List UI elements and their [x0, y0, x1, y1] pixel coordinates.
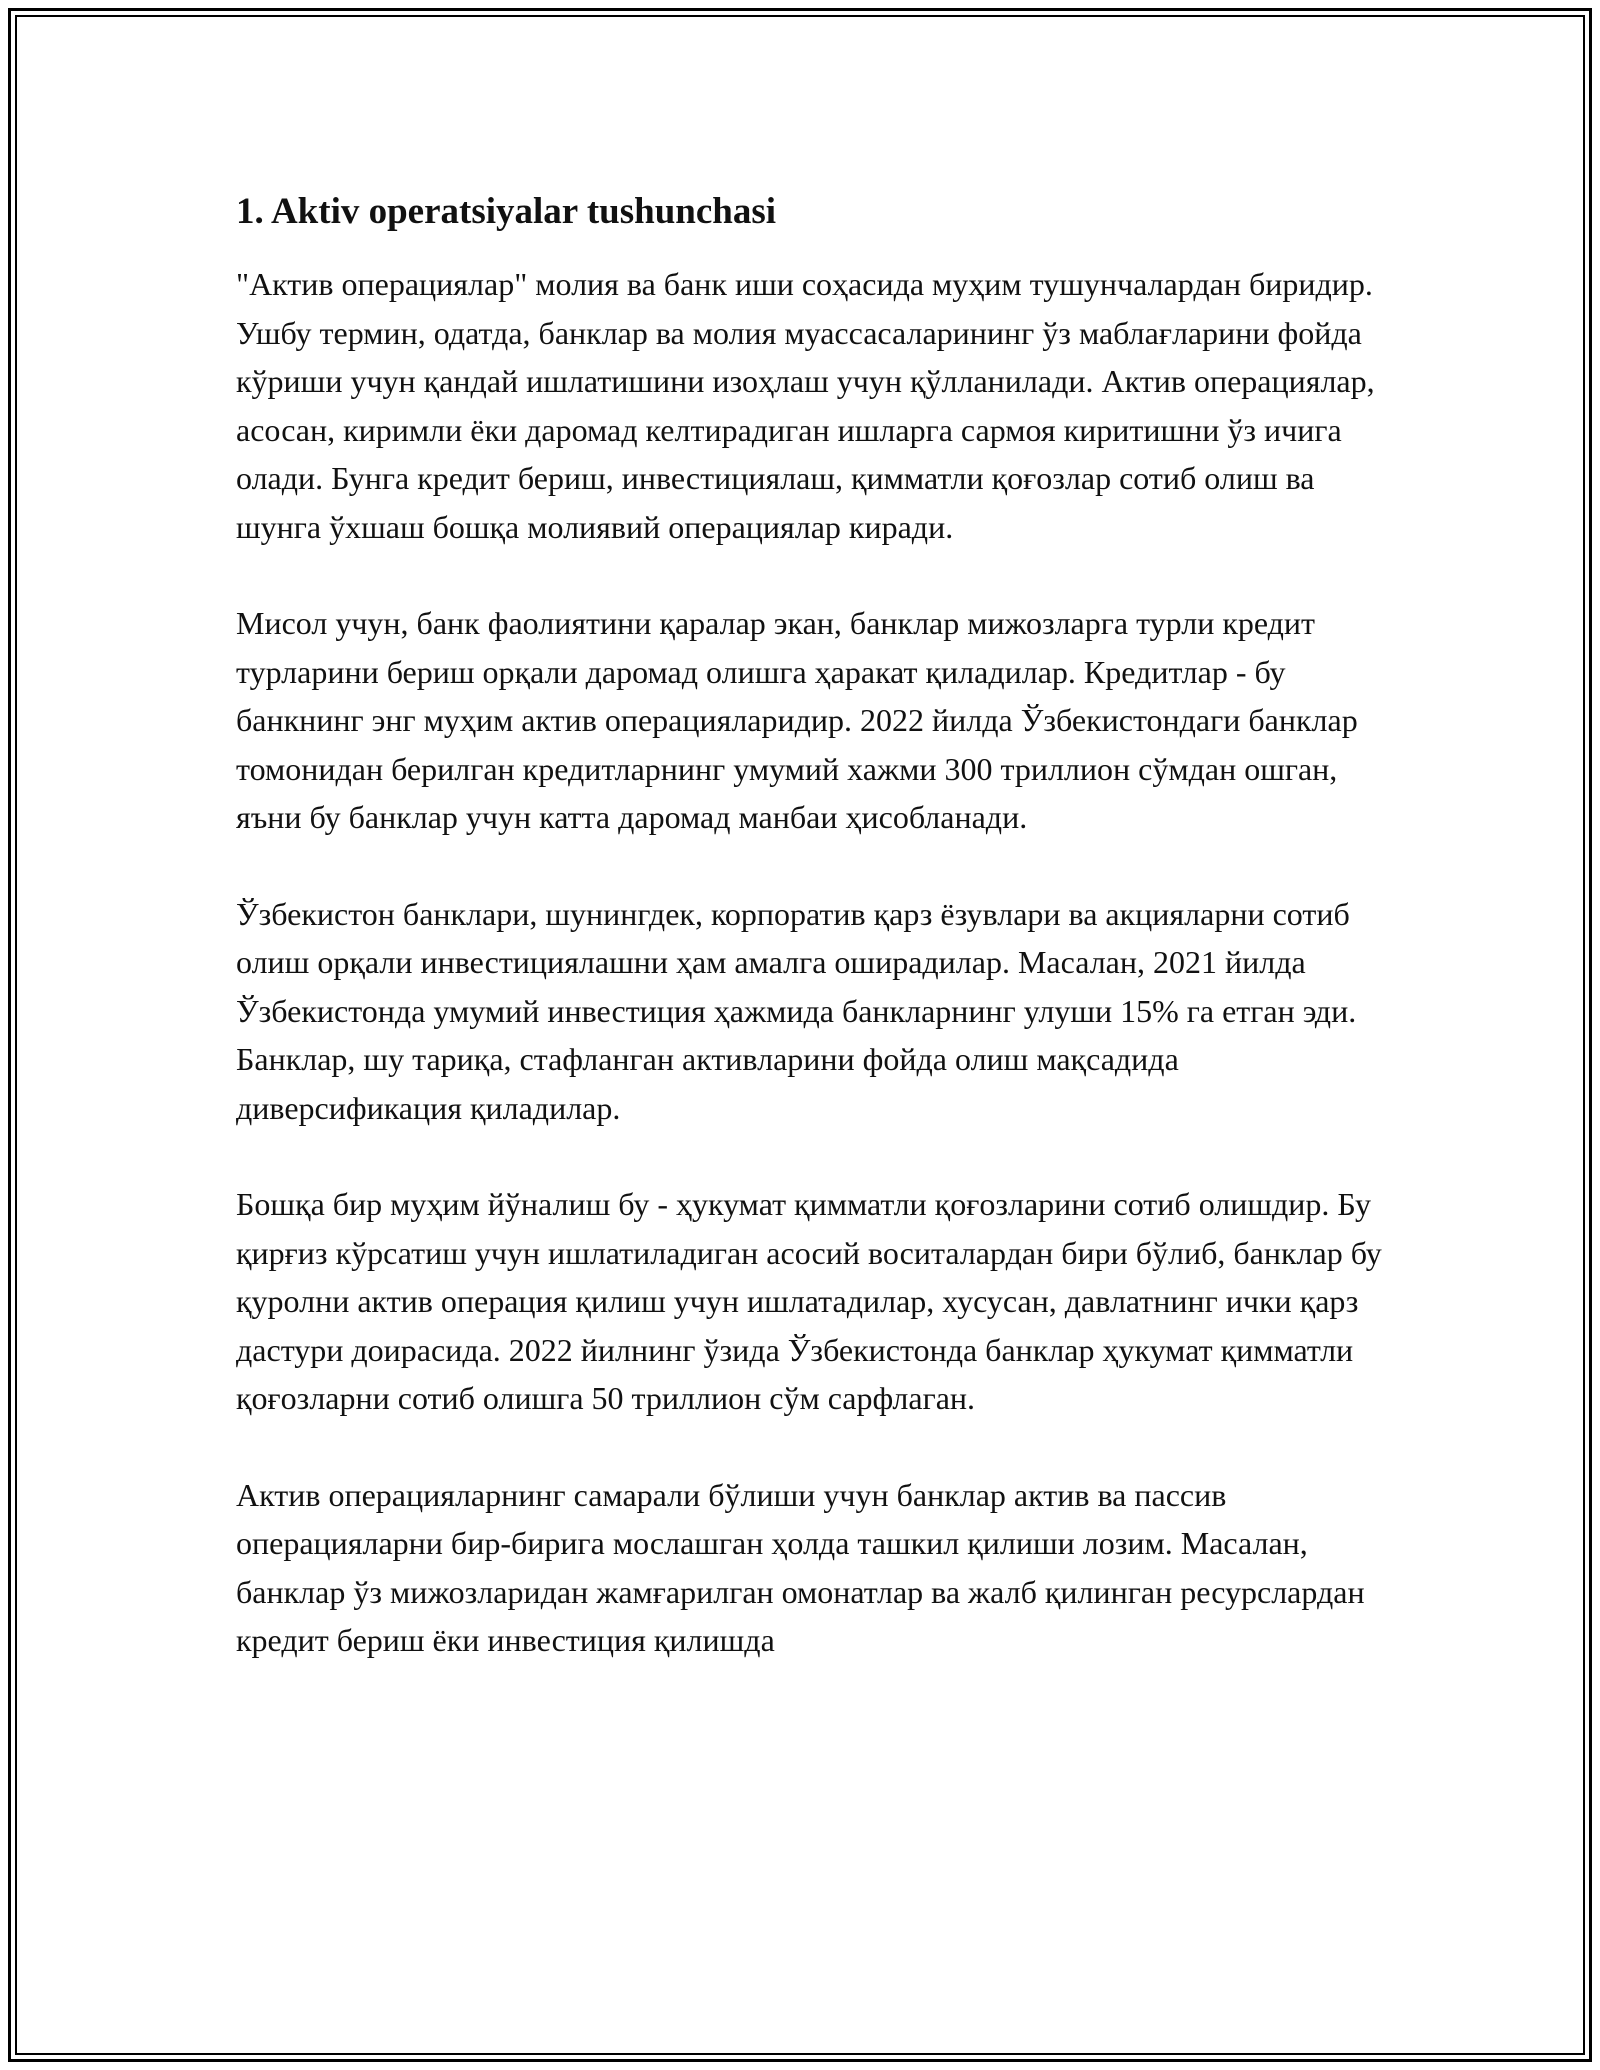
paragraph-4: Бошқа бир муҳим йўналиш бу - ҳукумат қимматли қоғозларини сотиб олишдир. Бу қирғиз кўрсатиш учун ишлатиладиган асосий воситалардан бири бўлиб, банклар бу қуролни актив операция қилиш учун ишлатадилар, хусусан, давлатнинг ички қарз дастури доирасида. 2022 йилнинг ўзида Ўзбекистонда банклар ҳукумат қимматли қоғозларни сотиб олишга 50 триллион сўм сарфлаган.: [236, 1186, 1382, 1416]
paragraph-5: Актив операцияларнинг самарали бўлиши учун банклар актив ва пассив операцияларни бир-бирига мослашган ҳолда ташкил қилиши лозим. Масалан, банклар ўз мижозларидан жамғарилган омонатлар ва жалб қилинган ресурслардан кредит бериш ёки инвестиция қилишда: [236, 1476, 1365, 1658]
paragraph-3: Ўзбекистон банклари, шунингдек, корпоратив қарз ёзувлари ва акцияларни сотиб олиш орқали инвестициялашни ҳам амалга оширадилар. Масалан, 2021 йилда Ўзбекистонда умумий инвестиция ҳажмида банкларнинг улуши 15% га етган эди. Банклар, шу тариқа, стафланган активларини фойда олиш мақсадида диверсификация қиладилар.: [236, 895, 1357, 1126]
section-heading: 1. Aktiv operatsiyalar tushunchasi: [236, 191, 777, 232]
paragraph-1: "Актив операциялар" молия ва банк иши соҳасида муҳим тушунчалардан биридир. Ушбу термин, одатда, банклар ва молия муассасаларининг ўз маблағларини фойда кўриши учун қандай ишлатишини изоҳлаш учун қўлланилади. Актив операциялар, асосан, киримли ёки даромад келтирадиган ишларга сармоя киритишни ўз ичига олади. Бунга кредит бериш, инвестициялаш, қимматли қоғозлар сотиб олиш ва шунга ўхшаш бошқа молиявий операциялар киради.: [236, 266, 1375, 545]
document-body: [236, 186, 1396, 1713]
paragraph-2: Мисол учун, банк фаолиятини қаралар экан, банклар мижозларга турли кредит турларини бериш орқали даромад олишга ҳаракат қиладилар. Кредитлар - бу банкнинг энг муҳим актив операцияларидир. 2022 йилда Ўзбекистондаги банклар томонидан берилган кредитларнинг умумий хажми 300 триллион сўмдан ошган, яъни бу банклар учун катта даромад манбаи ҳисобланади.: [236, 605, 1358, 835]
